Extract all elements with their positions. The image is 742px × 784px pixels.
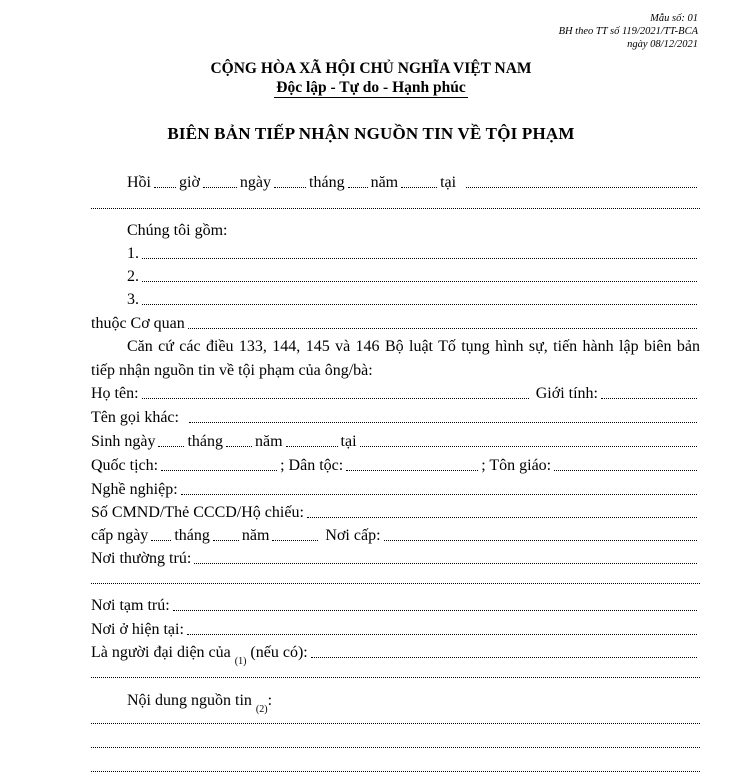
occupation-field[interactable] [181, 494, 697, 495]
occupation-label: Nghề nghiệp: [91, 481, 178, 498]
temporary-residence-field[interactable] [173, 610, 697, 611]
issue-place-field[interactable] [384, 540, 697, 541]
place-field[interactable] [466, 187, 697, 188]
nation-heading: CỘNG HÒA XÃ HỘI CHỦ NGHĨA VIỆT NAM [210, 60, 532, 77]
representative-label: Là người đại diện của [91, 644, 231, 661]
member-3-number: 3. [127, 291, 139, 308]
day-field[interactable] [274, 187, 306, 188]
issue-year-label: năm [241, 527, 270, 544]
place-field-continued[interactable] [91, 208, 700, 209]
ngay-label: ngày [239, 174, 272, 191]
id-document-row [91, 500, 700, 522]
member-row-3 [91, 287, 700, 309]
id-document-label: Số CMND/Thẻ CCCD/Hộ chiếu: [91, 504, 304, 521]
agency-label: thuộc Cơ quan [91, 315, 185, 332]
month-field[interactable] [348, 187, 368, 188]
permanent-residence-row [91, 546, 700, 568]
id-document-field[interactable] [307, 517, 697, 518]
form-number: Mẫu số: 01 [650, 13, 698, 24]
religion-label: ; Tôn giáo: [481, 457, 552, 474]
gio-label: giờ [179, 174, 200, 191]
form-issue-date: ngày 08/12/2021 [627, 39, 698, 50]
representative-field-continued[interactable] [91, 677, 700, 678]
source-content-line-1[interactable] [91, 723, 700, 724]
full-name-field[interactable] [142, 398, 529, 399]
alias-row [91, 405, 700, 427]
source-content-row: Nội dung nguồn tin (2) : [127, 692, 273, 715]
year-field[interactable] [401, 187, 437, 188]
birth-row [91, 429, 700, 451]
current-residence-row [91, 617, 700, 639]
source-content-label: Nội dung nguồn tin [127, 692, 252, 709]
agency-row [91, 311, 700, 333]
nationality-row [91, 453, 700, 475]
full-name-label: Họ tên: [91, 385, 139, 402]
birth-place-field[interactable] [360, 446, 697, 447]
issue-date-label: cấp ngày [91, 527, 149, 544]
member-row-1 [91, 241, 700, 263]
gender-label: Giới tính: [535, 385, 598, 402]
thang-label: tháng [309, 174, 345, 191]
current-residence-label: Nơi ở hiện tại: [91, 621, 184, 638]
gender-field[interactable] [601, 398, 697, 399]
time-place-row [91, 170, 700, 192]
birth-place-label: tại [340, 433, 357, 450]
issue-day-field[interactable] [151, 540, 171, 541]
member-3-field[interactable] [142, 304, 697, 305]
representative-row: Là người đại diện của (1) (nếu có): [91, 640, 700, 662]
member-row-2 [91, 264, 700, 286]
member-1-field[interactable] [142, 258, 697, 259]
member-2-number: 2. [127, 268, 139, 285]
permanent-residence-field-continued[interactable] [91, 583, 700, 584]
birth-month-label: tháng [187, 433, 223, 450]
ethnicity-label: ; Dân tộc: [280, 457, 344, 474]
permanent-residence-field[interactable] [194, 563, 697, 564]
hour-field[interactable] [154, 187, 176, 188]
source-content-colon: : [267, 692, 273, 709]
birth-year-field[interactable] [286, 446, 338, 447]
tai-label: tại [440, 174, 457, 191]
birth-year-label: năm [255, 433, 283, 450]
form-issued-by: BH theo TT số 119/2021/TT-BCA [558, 26, 698, 37]
alias-field[interactable] [189, 422, 697, 423]
legal-basis-paragraph: Căn cứ các điều 133, 144, 145 và 146 Bộ luật Tố tụng hình sự, tiến hành lập biên bản tiếp nhận nguồn tin về tội phạm của ông/bà: [91, 338, 700, 379]
permanent-residence-label: Nơi thường trú: [91, 550, 192, 567]
source-content-line-2[interactable] [91, 747, 700, 748]
alias-label: Tên gọi khác: [91, 409, 179, 426]
issue-year-field[interactable] [272, 540, 318, 541]
if-any-label: (nếu có): [250, 644, 308, 661]
nationality-label: Quốc tịch: [91, 457, 159, 474]
birth-date-label: Sinh ngày [91, 433, 156, 450]
name-gender-row [91, 381, 700, 403]
issue-place-label: Nơi cấp: [325, 527, 381, 544]
agency-field[interactable] [188, 328, 697, 329]
document-title: BIÊN BẢN TIẾP NHẬN NGUỒN TIN VỀ TỘI PHẠM [167, 124, 575, 143]
religion-field[interactable] [554, 470, 697, 471]
ethnicity-field[interactable] [346, 470, 478, 471]
birth-month-field[interactable] [226, 446, 252, 447]
nam-label: năm [370, 174, 399, 191]
current-residence-field[interactable] [187, 634, 697, 635]
issue-row [91, 523, 700, 545]
nationality-field[interactable] [161, 470, 277, 471]
motto-text: Độc lập - Tự do - Hạnh phúc [276, 79, 466, 96]
issue-month-label: tháng [174, 527, 210, 544]
temporary-residence-label: Nơi tạm trú: [91, 597, 170, 614]
hoi-label: Hồi [127, 174, 151, 191]
birth-day-field[interactable] [158, 446, 184, 447]
members-label-row [91, 218, 700, 240]
motto [0, 79, 742, 97]
representative-field[interactable] [311, 657, 697, 658]
issue-month-field[interactable] [213, 540, 239, 541]
member-1-number: 1. [127, 245, 139, 262]
source-content-line-3[interactable] [91, 771, 700, 772]
members-label: Chúng tôi gồm: [127, 222, 228, 239]
member-2-field[interactable] [142, 281, 697, 282]
occupation-row [91, 477, 700, 499]
temporary-residence-row [91, 593, 700, 615]
minute-field[interactable] [203, 187, 237, 188]
